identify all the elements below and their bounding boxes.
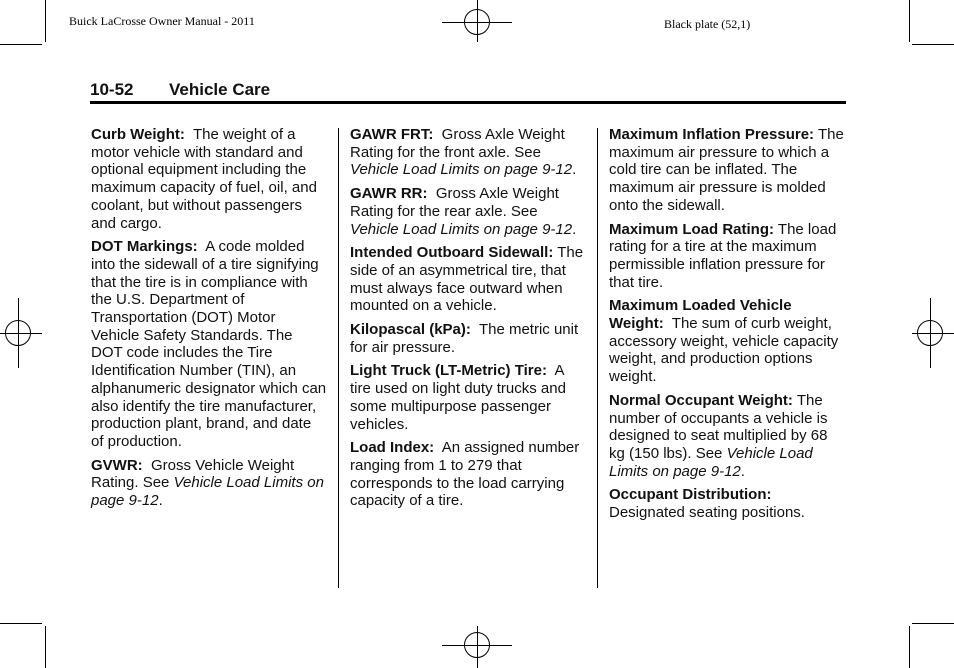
column-2 <box>350 126 588 516</box>
entry-gawr-rr: GAWR RR: Gross Axle Weight Rating for the rear axle. See Vehicle Load Limits on page 9-12. <box>350 185 577 238</box>
crop-mark <box>912 623 954 624</box>
column-1 <box>91 126 327 516</box>
entry-gawr-frt: GAWR FRT: Gross Axle Weight Rating for the front axle. See Vehicle Load Limits on page 9-12. <box>350 126 577 179</box>
crop-mark <box>909 626 910 668</box>
entry-max-load-rating: Maximum Load Rating: The load rating for a tire at the maximum permissible inflation pressure for that tire. <box>609 220 837 291</box>
registration-line <box>18 298 19 368</box>
crop-mark <box>912 44 954 45</box>
entry-gvwr: GVWR: Gross Vehicle Weight Rating. See Vehicle Load Limits on page 9-12. <box>91 456 324 510</box>
registration-line <box>0 333 42 334</box>
entry-light-truck-tire: Light Truck (LT-Metric) Tire: A tire used on light duty trucks and some multipurpose passenger vehicles. <box>350 362 566 433</box>
entry-max-loaded-vehicle-weight: Maximum Loaded Vehicle Weight: The sum of curb weight, accessory weight, vehicle capacity weight, and production options weight. <box>609 297 839 386</box>
entry-max-inflation-pressure: Maximum Inflation Pressure: The maximum air pressure to which a cold tire can be inflated. The maximum air pressure is molded onto the sidewall. <box>609 126 844 214</box>
cross-reference-link[interactable]: Vehicle Load Limits on page 9-12 <box>350 220 573 238</box>
column-divider <box>597 128 598 588</box>
cross-reference-link[interactable]: Vehicle Load Limits on page 9-12 <box>91 474 324 510</box>
registration-line <box>477 626 478 668</box>
registration-line <box>930 298 931 368</box>
entry-occupant-distribution: Occupant Distribution: Designated seating positions. <box>609 486 805 522</box>
entry-curb-weight: Curb Weight: The weight of a motor vehicle with standard and optional equipment including the maximum capacity of fuel, oil, and coolant, but without passengers and cargo. <box>91 126 317 232</box>
entry-intended-outboard-sidewall: Intended Outboard Sidewall: The side of an asymmetrical tire, that must always face outward when mounted on a vehicle. <box>350 244 584 315</box>
entry-dot-markings: DOT Markings: A code molded into the sidewall of a tire signifying that the tire is in compliance with the U.S. Department of Transportation (DOT) Motor Vehicle Safety Standards. The DOT code includes the Tire Identification Number (TIN), an alphanumeric designator which can also identify the tire manufacturer, production plant, brand, and date of production. <box>91 238 327 450</box>
entry-normal-occupant-weight: Normal Occupant Weight: The number of occupants a vehicle is designed to seat multiplied by 68 kg (150 lbs). See Vehicle Load Limits on page 9-12. <box>609 391 828 480</box>
column-divider <box>338 128 339 588</box>
cross-reference-link[interactable]: Vehicle Load Limits on page 9-12 <box>609 444 813 480</box>
section-title: Vehicle Care <box>169 80 271 99</box>
crop-mark <box>0 623 42 624</box>
page-number: 10-52 <box>90 80 134 99</box>
manual-title: Buick LaCrosse Owner Manual - 2011 <box>69 14 255 28</box>
cross-reference-link[interactable]: Vehicle Load Limits on page 9-12 <box>350 161 573 179</box>
entry-kilopascal: Kilopascal (kPa): The metric unit for air pressure. <box>350 321 579 356</box>
crop-mark <box>45 626 46 668</box>
column-3 <box>609 126 847 528</box>
heading-rule <box>90 101 846 104</box>
crop-mark <box>0 44 42 45</box>
entry-load-index: Load Index: An assigned number ranging from 1 to 279 that corresponds to the load carrying capacity of a tire. <box>350 439 580 510</box>
crop-mark <box>45 0 46 42</box>
registration-line <box>477 0 478 42</box>
plate-label: Black plate (52,1) <box>664 17 751 31</box>
registration-line <box>912 333 954 334</box>
crop-mark <box>909 0 910 42</box>
section-heading <box>90 80 270 100</box>
